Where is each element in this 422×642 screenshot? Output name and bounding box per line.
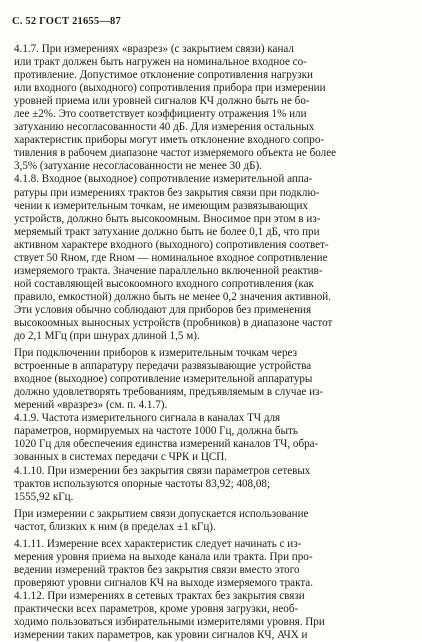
text-line: мерения уровня приема на выходе канала или тракта. При про- [14,550,313,563]
text-line: измеряемого тракта. Значение параллельно включенной реактив- [14,264,323,277]
text-line: 1555,92 кГц. [14,490,74,503]
text-line: или тракт должен быть нагружен на номинальное входное со- [14,56,307,69]
text-line: чении к измерительным точкам, не имеющим развязывающих [14,199,308,212]
paragraph-connection [14,347,416,412]
paragraph-4-1-10 [14,465,416,504]
text-line: активном характере входного (выходного) сопротивления соответ- [14,238,329,251]
text-line: ведении измерений трактов без закрытия связи вместо этого [14,563,300,576]
text-line: входное (выходное) сопротивление измерительной аппаратуры [14,373,313,386]
text-line: 1020 Гц для обеспечения единства измерений каналов ТЧ, обра- [14,438,319,451]
document-body [14,43,416,642]
text-line: 4.1.9. Частота измерительного сигнала в каналах ТЧ для [14,412,281,425]
text-line: мерений «вразрез» (см. п. 4.1.7). [14,399,168,412]
text-line: 4.1.10. При измерении без закрытия связи параметров сетевых [14,464,311,477]
text-line: ратуры при измерениях трактов без закрытия связи при подклю- [14,186,320,199]
text-line: При подключении приборов к измерительным точкам через [14,347,297,360]
paragraph-4-1-7 [14,43,416,173]
text-line: измерении таких параметров, как уровни сигналов КЧ, АЧХ и [14,629,308,642]
paragraph-closed-connection [14,508,416,534]
text-line: лее ±2%. Это соответствует коэффициенту отражения 1% или [14,108,307,121]
text-line: трактов используются опорные частоты 83,92; 408,08; [14,477,271,490]
text-line: практически всех параметров, кроме уровня загрузки, необ- [14,602,299,615]
page-header: С. 52 ГОСТ 21655—87 [12,16,121,27]
paragraph-4-1-9 [14,412,416,464]
text-line: проверяют уровни сигналов КЧ на выходе измеряемого тракта. [14,576,314,589]
text-line: должно удовлетворять требованиям, предъявляемым в случае из- [14,386,324,399]
text-line: ходимо пользоваться избирательными измерителями уровня. При [14,616,325,629]
paragraph-4-1-12 [14,590,416,642]
text-line: параметров, нормируемых на частоте 1000 Гц, должна быть [14,425,298,438]
text-line: 4.1.11. Измерение всех характеристик следует начинать с из- [14,537,302,550]
text-line: 3,5% (затухание несогласованности не менее 30 дБ). [14,160,262,173]
text-line: ной составляющей высокоомного входного сопротивления (как [14,277,314,290]
text-line: частот, близких к ним (в пределах ±1 кГц). [14,520,216,533]
text-line: противление. Допустимое отклонение сопротивления нагрузки [14,69,313,82]
text-line: характеристик приборы могут иметь отклонение входного сопро- [14,134,325,147]
text-line: затуханию несогласованности 40 дБ. Для измерения остальных [14,121,315,134]
paragraph-4-1-8 [14,173,416,343]
text-line: При измерении с закрытием связи допускается использование [14,507,309,520]
text-line: встроенные в аппаратуру передачи развязывающие устройства [14,360,312,373]
text-line: до 2,1 МГц (при шнурах длиной 1,5 м). [14,330,200,343]
text-line: ствует 50 Rном, где Rном — номинальное входное сопротивление [14,251,328,264]
text-line: 4.1.8. Входное (выходное) сопротивление измерительной аппа- [14,173,313,186]
text-line: высокоомных выносных устройств (пробников) в диапазоне частот [14,316,333,329]
text-line: Эти условия обычно соблюдают для приборов без применения [14,303,312,316]
text-line: или входного (выходного) сопротивления прибора при измерении [14,82,326,95]
text-line: 4.1.12. При измерениях в сетевых трактах без закрытия связи [14,589,305,602]
text-line: тивления в рабочем диапазоне частот измеряемого объекта не более [14,147,337,160]
text-line: правило, емкостной) должно быть не менее 0,2 значения активной. [14,290,331,303]
text-line: 4.1.7. При измерениях «вразрез» (с закрытием связи) канал [14,43,294,55]
text-line: устройств, должно быть высокоомным. Вносимое при этом в из- [14,212,321,225]
text-line: уровней приема или уровней сигналов КЧ должно быть не бо- [14,95,310,108]
text-line: зованных в системах передачи с ЧРК и ЦСП. [14,451,228,464]
text-line: меряемый тракт затухание должно быть не более 0,1 дБ, что при [14,225,320,238]
paragraph-4-1-11 [14,538,416,590]
